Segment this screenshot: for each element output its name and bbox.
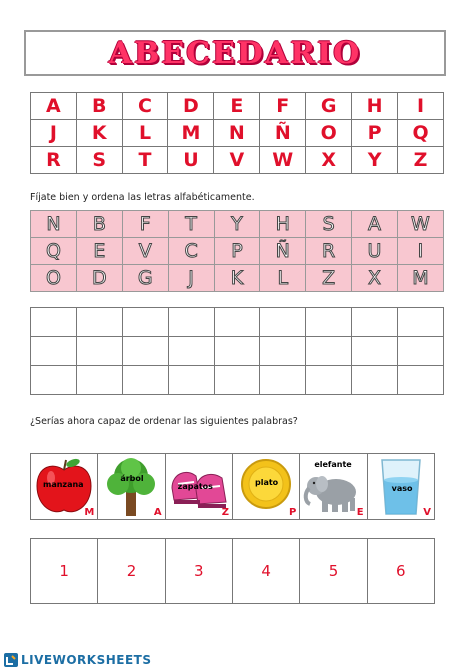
scrambled-letter: D — [92, 267, 107, 289]
answer-slot-1[interactable]: 1 — [31, 539, 98, 603]
scrambled-cell — [214, 238, 260, 265]
scrambled-letter: A — [367, 213, 381, 235]
scrambled-cell — [122, 265, 168, 292]
answer-cell[interactable] — [76, 337, 122, 366]
scrambled-letter: C — [184, 240, 198, 262]
scrambled-letter: Z — [322, 267, 336, 289]
picture-label: manzana — [43, 480, 84, 489]
scrambled-letter: Y — [231, 213, 243, 235]
answer-cell[interactable] — [352, 337, 398, 366]
scrambled-cell — [214, 211, 260, 238]
alphabet-cell: E — [214, 93, 260, 120]
alphabet-cell: F — [260, 93, 306, 120]
scrambled-letter: H — [275, 213, 290, 235]
scrambled-letter: U — [367, 240, 382, 262]
alphabet-cell: C — [122, 93, 168, 120]
scrambled-letter: Ñ — [275, 240, 290, 262]
page-title: ABECEDARIO — [108, 35, 362, 71]
alphabet-cell: I — [398, 93, 444, 120]
alphabet-cell: W — [260, 147, 306, 174]
answer-cell[interactable] — [76, 308, 122, 337]
alphabet-cell: D — [168, 93, 214, 120]
scrambled-cell — [76, 238, 122, 265]
scrambled-cell — [306, 211, 352, 238]
scrambled-letter: F — [139, 213, 151, 235]
answer-cell[interactable] — [214, 337, 260, 366]
alphabet-row — [31, 147, 444, 174]
scrambled-row — [31, 238, 444, 265]
answer-cell[interactable] — [168, 337, 214, 366]
scrambled-letter: M — [412, 267, 429, 289]
answer-cell[interactable] — [31, 337, 77, 366]
answer-cell[interactable] — [214, 366, 260, 395]
alphabet-row — [31, 120, 444, 147]
scrambled-letter: R — [322, 240, 336, 262]
picture-label: vaso — [391, 484, 413, 493]
alphabet-cell: G — [306, 93, 352, 120]
scrambled-letter: B — [92, 213, 106, 235]
scrambled-cell — [352, 211, 398, 238]
picture-letter: V — [423, 507, 431, 518]
alphabet-row — [31, 93, 444, 120]
scrambled-cell — [214, 265, 260, 292]
scrambled-cell — [168, 238, 214, 265]
scrambled-cell — [306, 238, 352, 265]
picture-card-zapatos — [166, 454, 233, 519]
picture-letter: P — [288, 507, 297, 518]
alphabet-cell: M — [168, 120, 214, 147]
picture-card-elefante — [300, 454, 367, 519]
instruction-order-letters: Fíjate bien y ordena las letras alfabéticamente. — [30, 192, 255, 203]
answer-cell[interactable] — [306, 366, 352, 395]
scrambled-cell — [168, 265, 214, 292]
answer-slot-2[interactable]: 2 — [98, 539, 165, 603]
alphabet-table — [30, 92, 444, 174]
alphabet-cell: N — [214, 120, 260, 147]
alphabet-cell: Z — [398, 147, 444, 174]
picture-letter: E — [356, 507, 364, 518]
answer-cell[interactable] — [306, 308, 352, 337]
scrambled-letter: N — [46, 213, 61, 235]
scrambled-row — [31, 211, 444, 238]
scrambled-cell — [352, 265, 398, 292]
answer-row — [31, 366, 444, 395]
answer-cell[interactable] — [260, 366, 306, 395]
picture-letter: A — [153, 507, 162, 518]
footer-bar — [0, 650, 474, 669]
footer-brand[interactable]: LIVEWORKSHEETS — [21, 652, 152, 667]
instruction-order-words: ¿Serías ahora capaz de ordenar las siguientes palabras? — [30, 416, 298, 427]
answer-cell[interactable] — [352, 308, 398, 337]
answer-letters-table — [30, 307, 444, 395]
scrambled-letter: E — [93, 240, 106, 262]
scrambled-cell — [76, 211, 122, 238]
scrambled-cell — [31, 238, 77, 265]
picture-card-vaso — [368, 454, 434, 519]
answer-cell[interactable] — [31, 366, 77, 395]
scrambled-cell — [168, 211, 214, 238]
answer-cell[interactable] — [214, 308, 260, 337]
scrambled-letter: S — [322, 213, 335, 235]
alphabet-cell: K — [76, 120, 122, 147]
answer-slot-3[interactable]: 3 — [166, 539, 233, 603]
scrambled-letter: O — [45, 267, 61, 289]
answer-cell[interactable] — [31, 308, 77, 337]
scrambled-cell — [397, 211, 443, 238]
picture-letter: M — [84, 507, 95, 518]
scrambled-letter: V — [138, 240, 152, 262]
scrambled-cell — [122, 238, 168, 265]
alphabet-cell: J — [31, 120, 77, 147]
alphabet-cell: H — [352, 93, 398, 120]
answer-cell[interactable] — [398, 337, 444, 366]
answer-cell[interactable] — [260, 308, 306, 337]
scrambled-cell — [122, 211, 168, 238]
scrambled-letter: W — [411, 213, 430, 235]
answer-cell[interactable] — [352, 366, 398, 395]
alphabet-cell: T — [122, 147, 168, 174]
alphabet-cell: R — [31, 147, 77, 174]
scrambled-row — [31, 265, 444, 292]
alphabet-cell: A — [31, 93, 77, 120]
scrambled-cell — [397, 238, 443, 265]
alphabet-cell: B — [76, 93, 122, 120]
alphabet-cell: Q — [398, 120, 444, 147]
scrambled-letters-table — [30, 210, 444, 292]
scrambled-letter: X — [367, 267, 381, 289]
picture-card-arbol — [98, 454, 165, 519]
answer-cell[interactable] — [398, 366, 444, 395]
word-pictures-row — [30, 453, 435, 520]
answer-row — [31, 308, 444, 337]
picture-label: zapatos — [177, 482, 213, 491]
picture-label: elefante — [314, 460, 352, 469]
answer-row — [31, 337, 444, 366]
alphabet-cell: O — [306, 120, 352, 147]
alphabet-cell: X — [306, 147, 352, 174]
scrambled-letter: P — [231, 240, 243, 262]
alphabet-cell: Y — [352, 147, 398, 174]
answer-numbers-row — [30, 538, 435, 604]
scrambled-cell — [352, 238, 398, 265]
scrambled-letter: K — [230, 267, 244, 289]
answer-cell[interactable] — [122, 308, 168, 337]
scrambled-letter: Q — [45, 240, 61, 262]
scrambled-letter: J — [188, 267, 194, 289]
answer-slot-6[interactable]: 6 — [396, 562, 406, 580]
answer-cell[interactable] — [260, 337, 306, 366]
answer-cell[interactable] — [122, 337, 168, 366]
picture-label: plato — [254, 478, 279, 487]
scrambled-cell — [260, 238, 306, 265]
scrambled-cell — [31, 211, 77, 238]
scrambled-letter: I — [417, 240, 424, 262]
answer-cell[interactable] — [122, 366, 168, 395]
scrambled-cell — [31, 265, 77, 292]
picture-label: árbol — [120, 474, 144, 483]
picture-letter: Z — [221, 507, 229, 518]
answer-cell[interactable] — [398, 308, 444, 337]
alphabet-cell: L — [122, 120, 168, 147]
answer-slot-5[interactable]: 5 — [300, 539, 367, 603]
alphabet-cell: S — [76, 147, 122, 174]
scrambled-letter: G — [137, 267, 153, 289]
answer-cell[interactable] — [168, 308, 214, 337]
answer-cell[interactable] — [168, 366, 214, 395]
scrambled-cell — [260, 211, 306, 238]
answer-cell[interactable] — [76, 366, 122, 395]
scrambled-letter: L — [277, 267, 289, 289]
scrambled-cell — [76, 265, 122, 292]
scrambled-letter: T — [185, 213, 197, 235]
picture-card-plato — [233, 454, 300, 519]
picture-card-manzana — [31, 454, 98, 519]
alphabet-cell: Ñ — [260, 120, 306, 147]
liveworksheets-logo-icon — [4, 653, 18, 667]
scrambled-cell — [260, 265, 306, 292]
answer-cell[interactable] — [306, 337, 352, 366]
scrambled-cell — [306, 265, 352, 292]
title-box — [24, 30, 446, 76]
answer-slot-4[interactable]: 4 — [233, 539, 300, 603]
scrambled-cell — [397, 265, 443, 292]
alphabet-cell: P — [352, 120, 398, 147]
alphabet-cell: V — [214, 147, 260, 174]
alphabet-cell: U — [168, 147, 214, 174]
